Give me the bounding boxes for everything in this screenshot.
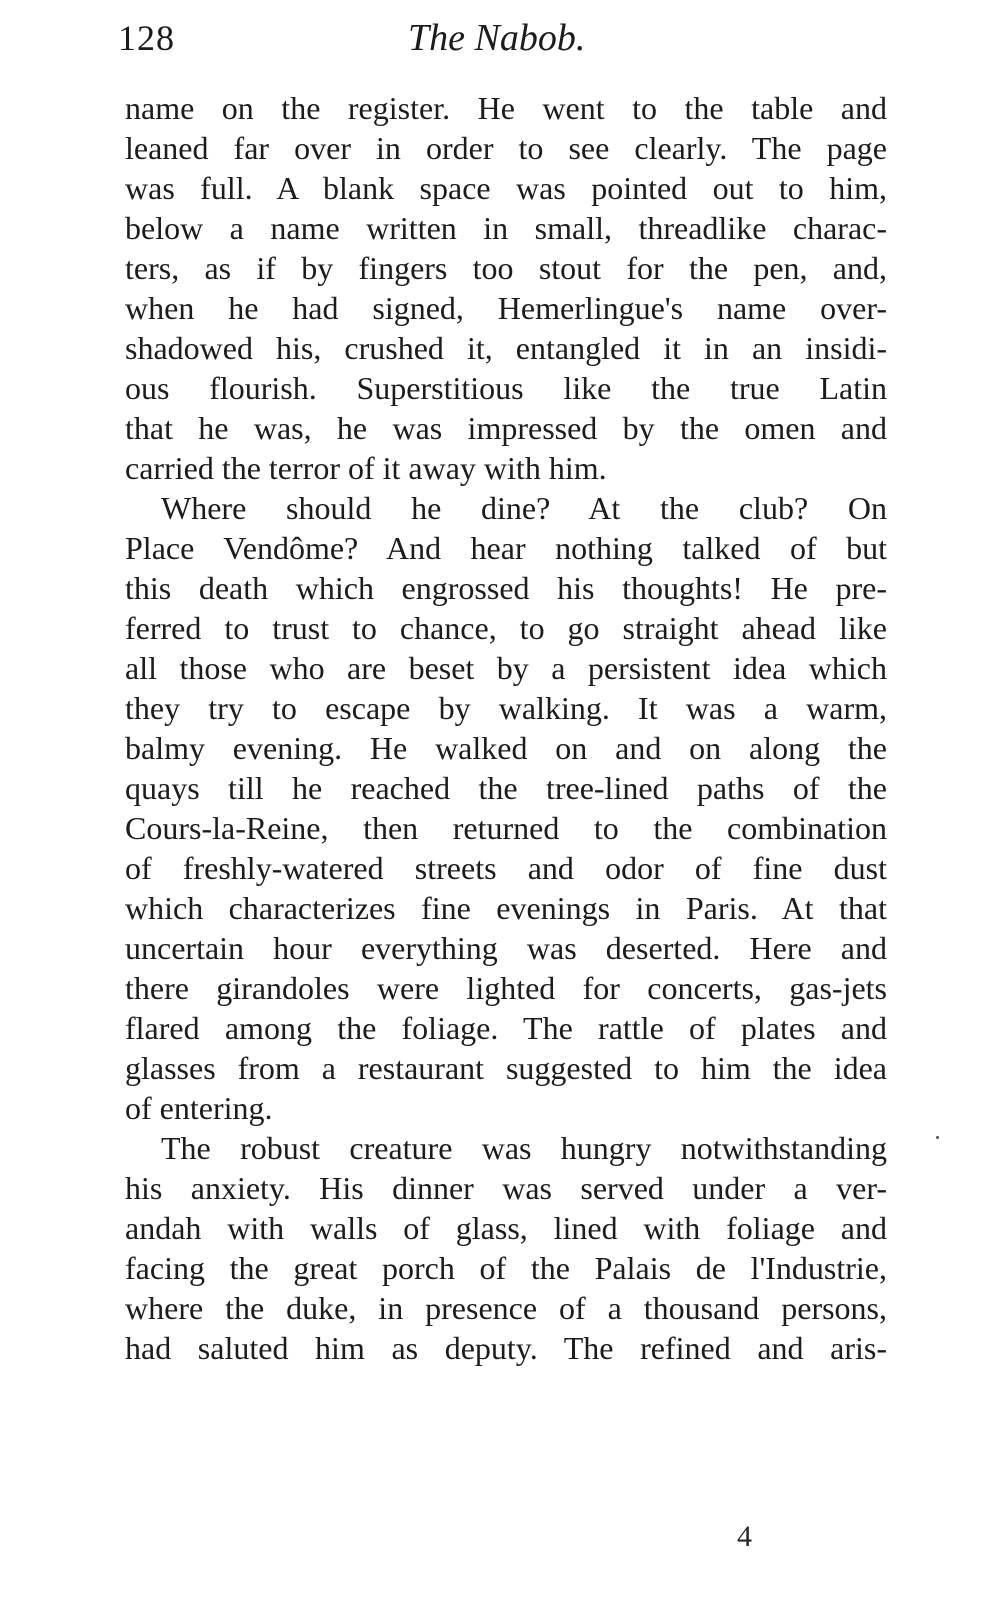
text-line: which characterizes fine evenings in Paris. At that: [125, 890, 887, 926]
text-line: facing the great porch of the Palais de l'Industrie,: [125, 1250, 887, 1286]
text-line: ters, as if by fingers too stout for the pen, and,: [125, 250, 887, 286]
running-head: [118, 16, 618, 64]
text-line: was full. A blank space was pointed out to him,: [125, 170, 887, 206]
text-line: quays till he reached the tree-lined paths of the: [125, 770, 887, 806]
text-line: of entering.: [125, 1090, 273, 1126]
text-line: uncertain hour everything was deserted. Here and: [125, 930, 887, 966]
text-line: below a name written in small, threadlike charac-: [125, 210, 887, 246]
text-line: The robust creature was hungry notwithstanding: [161, 1130, 887, 1166]
text-line: had saluted him as deputy. The refined and aris-: [125, 1330, 887, 1366]
text-line: Place Vendôme? And hear nothing talked of but: [125, 530, 887, 566]
text-line: where the duke, in presence of a thousand persons,: [125, 1290, 887, 1326]
body-text: [125, 88, 887, 1368]
text-line: name on the register. He went to the table and: [125, 90, 887, 126]
text-line: flared among the foliage. The rattle of plates and: [125, 1010, 887, 1046]
ink-speck: [936, 1136, 939, 1139]
paragraph-1: [125, 88, 887, 488]
text-line: andah with walls of glass, lined with foliage and: [125, 1210, 887, 1246]
text-line: when he had signed, Hemerlingue's name over-: [125, 290, 887, 326]
text-line: they try to escape by walking. It was a warm,: [125, 690, 887, 726]
signature-mark: 4: [737, 1520, 752, 1553]
text-line: leaned far over in order to see clearly. The page: [125, 130, 887, 166]
text-line: shadowed his, crushed it, entangled it in an insidi-: [125, 330, 887, 366]
text-line: ous flourish. Superstitious like the true Latin: [125, 370, 887, 406]
text-line: Where should he dine? At the club? On: [161, 490, 887, 526]
text-line: all those who are beset by a persistent idea which: [125, 650, 887, 686]
text-line: his anxiety. His dinner was served under a ver-: [125, 1170, 887, 1206]
text-line: ferred to trust to chance, to go straight ahead like: [125, 610, 887, 646]
paragraph-3: [125, 1128, 887, 1368]
text-line: carried the terror of it away with him.: [125, 450, 607, 486]
text-line: Cours-la-Reine, then returned to the combination: [125, 810, 887, 846]
text-line: of freshly-watered streets and odor of fine dust: [125, 850, 887, 886]
text-line: balmy evening. He walked on and on along the: [125, 730, 887, 766]
page-number: 128: [118, 18, 175, 58]
running-title: The Nabob.: [408, 17, 586, 59]
text-line: glasses from a restaurant suggested to him the idea: [125, 1050, 887, 1086]
text-line: that he was, he was impressed by the omen and: [125, 410, 887, 446]
paragraph-2: [125, 488, 887, 1128]
text-line: there girandoles were lighted for concerts, gas-jets: [125, 970, 887, 1006]
text-line: this death which engrossed his thoughts! He pre-: [125, 570, 887, 606]
